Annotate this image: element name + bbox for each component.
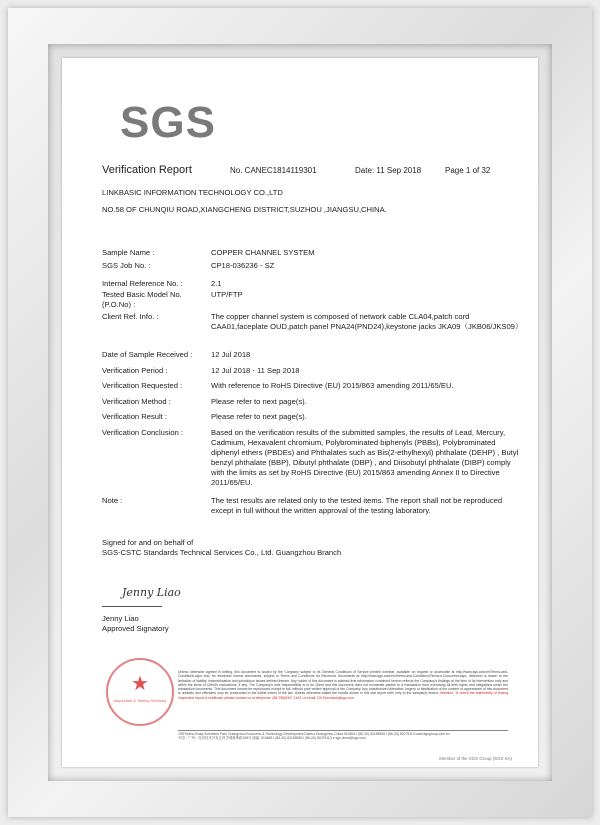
signatory-name: Jenny Liao (102, 614, 139, 623)
field-label: Verification Method : (102, 397, 171, 406)
report-header (102, 164, 502, 180)
disclaimer-body: Unless otherwise agreed in writing, this document is issued by the Company subject to its General Conditions of Service printed overleaf, available on request or accessible at http://www.sgs.com/en/Terms-and-Conditions.aspx and, for electronic format documents, subject to Terms and Conditions for Electronic Documents at http://www.sgs.com/en/Terms-and-Conditions/Terms-e-Document.aspx. Attention is drawn to the limitation of liability, indemnification and jurisdiction issues defined therein. Any holder of this document is advised that information contained hereon reflects the Company's findings at the time of its intervention only and within the limits of Client's instructions, if any. The Company's sole responsibility is to its Client and this document does not exonerate parties to a transaction from exercising all their rights and obligations under the transaction documents. This document cannot be reproduced except in full, without prior written approval of the Company. Any unauthorized alteration, forgery or falsification of the content or appearance of this document is unlawful and offenders may be prosecuted to the fullest extent of the law. Unless otherwise stated the results shown in this test report refer only to the sample(s) tested. (178, 670, 508, 696)
client-address: NO.58 OF CHUNQIU ROAD,XIANGCHENG DISTRICT,SUZHOU ,JIANGSU,CHINA. (102, 205, 387, 214)
client-block (102, 184, 387, 218)
field-value: Based on the verification results of the submitted samples, the results of Lead, Mercury, Cadmium, Hexavalent chromium, Polybrominated biphenyls (PBBs), Polybrominated diphenyl ethers (PBDEs) and Phthalates such as Bis(2-ethylhexyl) phthalate (DEHP) , Butyl benzyl phthalate (BBP), Dibutyl phthalate (DBP) , and Diisobutyl phthalate (DIBP) comply with the limits as set by RoHS Directive (EU) 2015/863 amending Annex II to Directive 2011/65/EU. (211, 428, 519, 487)
field-value: 2.1 (211, 279, 222, 288)
footer-address (178, 732, 508, 741)
client-name: LINKBASIC INFORMATION TECHNOLOGY CO.,LTD (102, 188, 283, 197)
field-label: Tested Basic Model No. (P.O.No) : (102, 290, 182, 309)
field-label: Verification Conclusion : (102, 428, 184, 437)
authenticity-notice: Attention: To check the authenticity of testing /inspection report & certificate, please contact us at telephone: (86-755)8307 1443, or email: CN.Doccheck@sgs.com (178, 691, 508, 700)
field-value: The copper channel system is composed of network cable CLA04,patch cord CAA01,faceplate OUD,patch panel PNA24(PND24),keystone jacks JKA09（JKB06/JKS09） (211, 312, 523, 331)
page-indicator: Page 1 of 32 (445, 166, 491, 175)
field-label: Verification Period : (102, 366, 168, 375)
field-label: Verification Requested : (102, 381, 183, 390)
signed-line-2: SGS-CSTC Standards Technical Services Co., Ltd. Guangzhou Branch (102, 548, 342, 557)
report-number: No. CANEC1814119301 (230, 166, 317, 175)
stamp-text: Inspection & Testing Services (113, 698, 167, 703)
sgs-logo: SGS (120, 98, 216, 147)
signatory-title: Approved Signatory (102, 624, 169, 633)
certificate-page (62, 58, 538, 767)
footer-line-1: 198 Kezhu Road,Scientech Park Guangzhou Economic & Technology Development District,Guangzhou,China 510663 t (86-20) 82155555 f (86-20) 82075113 www.sgsgroup.com.cn (178, 732, 450, 736)
signed-on-behalf (102, 538, 341, 558)
field-value: Please refer to next page(s). (211, 412, 307, 421)
field-value: 12 Jul 2018 (211, 350, 251, 359)
signatory-block (102, 614, 169, 634)
field-value: With reference to RoHS Directive (EU) 2015/863 amending 2011/65/EU. (211, 381, 454, 390)
footer-divider (178, 730, 508, 731)
field-value: CP18-036236 - SZ (211, 261, 275, 270)
field-value: The test results are related only to the tested items. The report shall not be reproduced except in full without the written approval of the testing laboratory. (211, 496, 503, 515)
report-title: Verification Report (102, 164, 192, 176)
field-label: Date of Sample Received : (102, 350, 193, 359)
field-value: Please refer to next page(s). (211, 397, 307, 406)
field-value: 12 Jul 2018 - 11 Sep 2018 (211, 366, 300, 375)
field-value: COPPER CHANNEL SYSTEM (211, 248, 315, 257)
report-date: Date: 11 Sep 2018 (355, 166, 422, 175)
field-value: UTP/FTP (211, 290, 243, 299)
disclaimer-text (178, 670, 508, 700)
signature-line (102, 606, 162, 607)
field-label: Verification Result : (102, 412, 167, 421)
member-notice: Member of the SGS Group (SGS SA) (439, 756, 512, 761)
official-stamp (106, 658, 174, 726)
field-label: Internal Reference No. : (102, 279, 183, 288)
footer-line-2: 中国・广州・经济技术开发区科学城科珠路198号 邮编: 510663 t (86-20) 82155555 f (86-20) 82075113 e sgs.china@sgs.com (178, 736, 366, 741)
field-label: Sample Name : (102, 248, 155, 257)
field-label: SGS Job No. : (102, 261, 151, 270)
handwritten-signature: Jenny Liao (122, 586, 181, 599)
field-label: Client Ref. Info. : (102, 312, 159, 321)
star-icon: ★ (131, 673, 149, 695)
field-label: Note : (102, 496, 123, 505)
signed-line-1: Signed for and on behalf of (102, 538, 194, 547)
